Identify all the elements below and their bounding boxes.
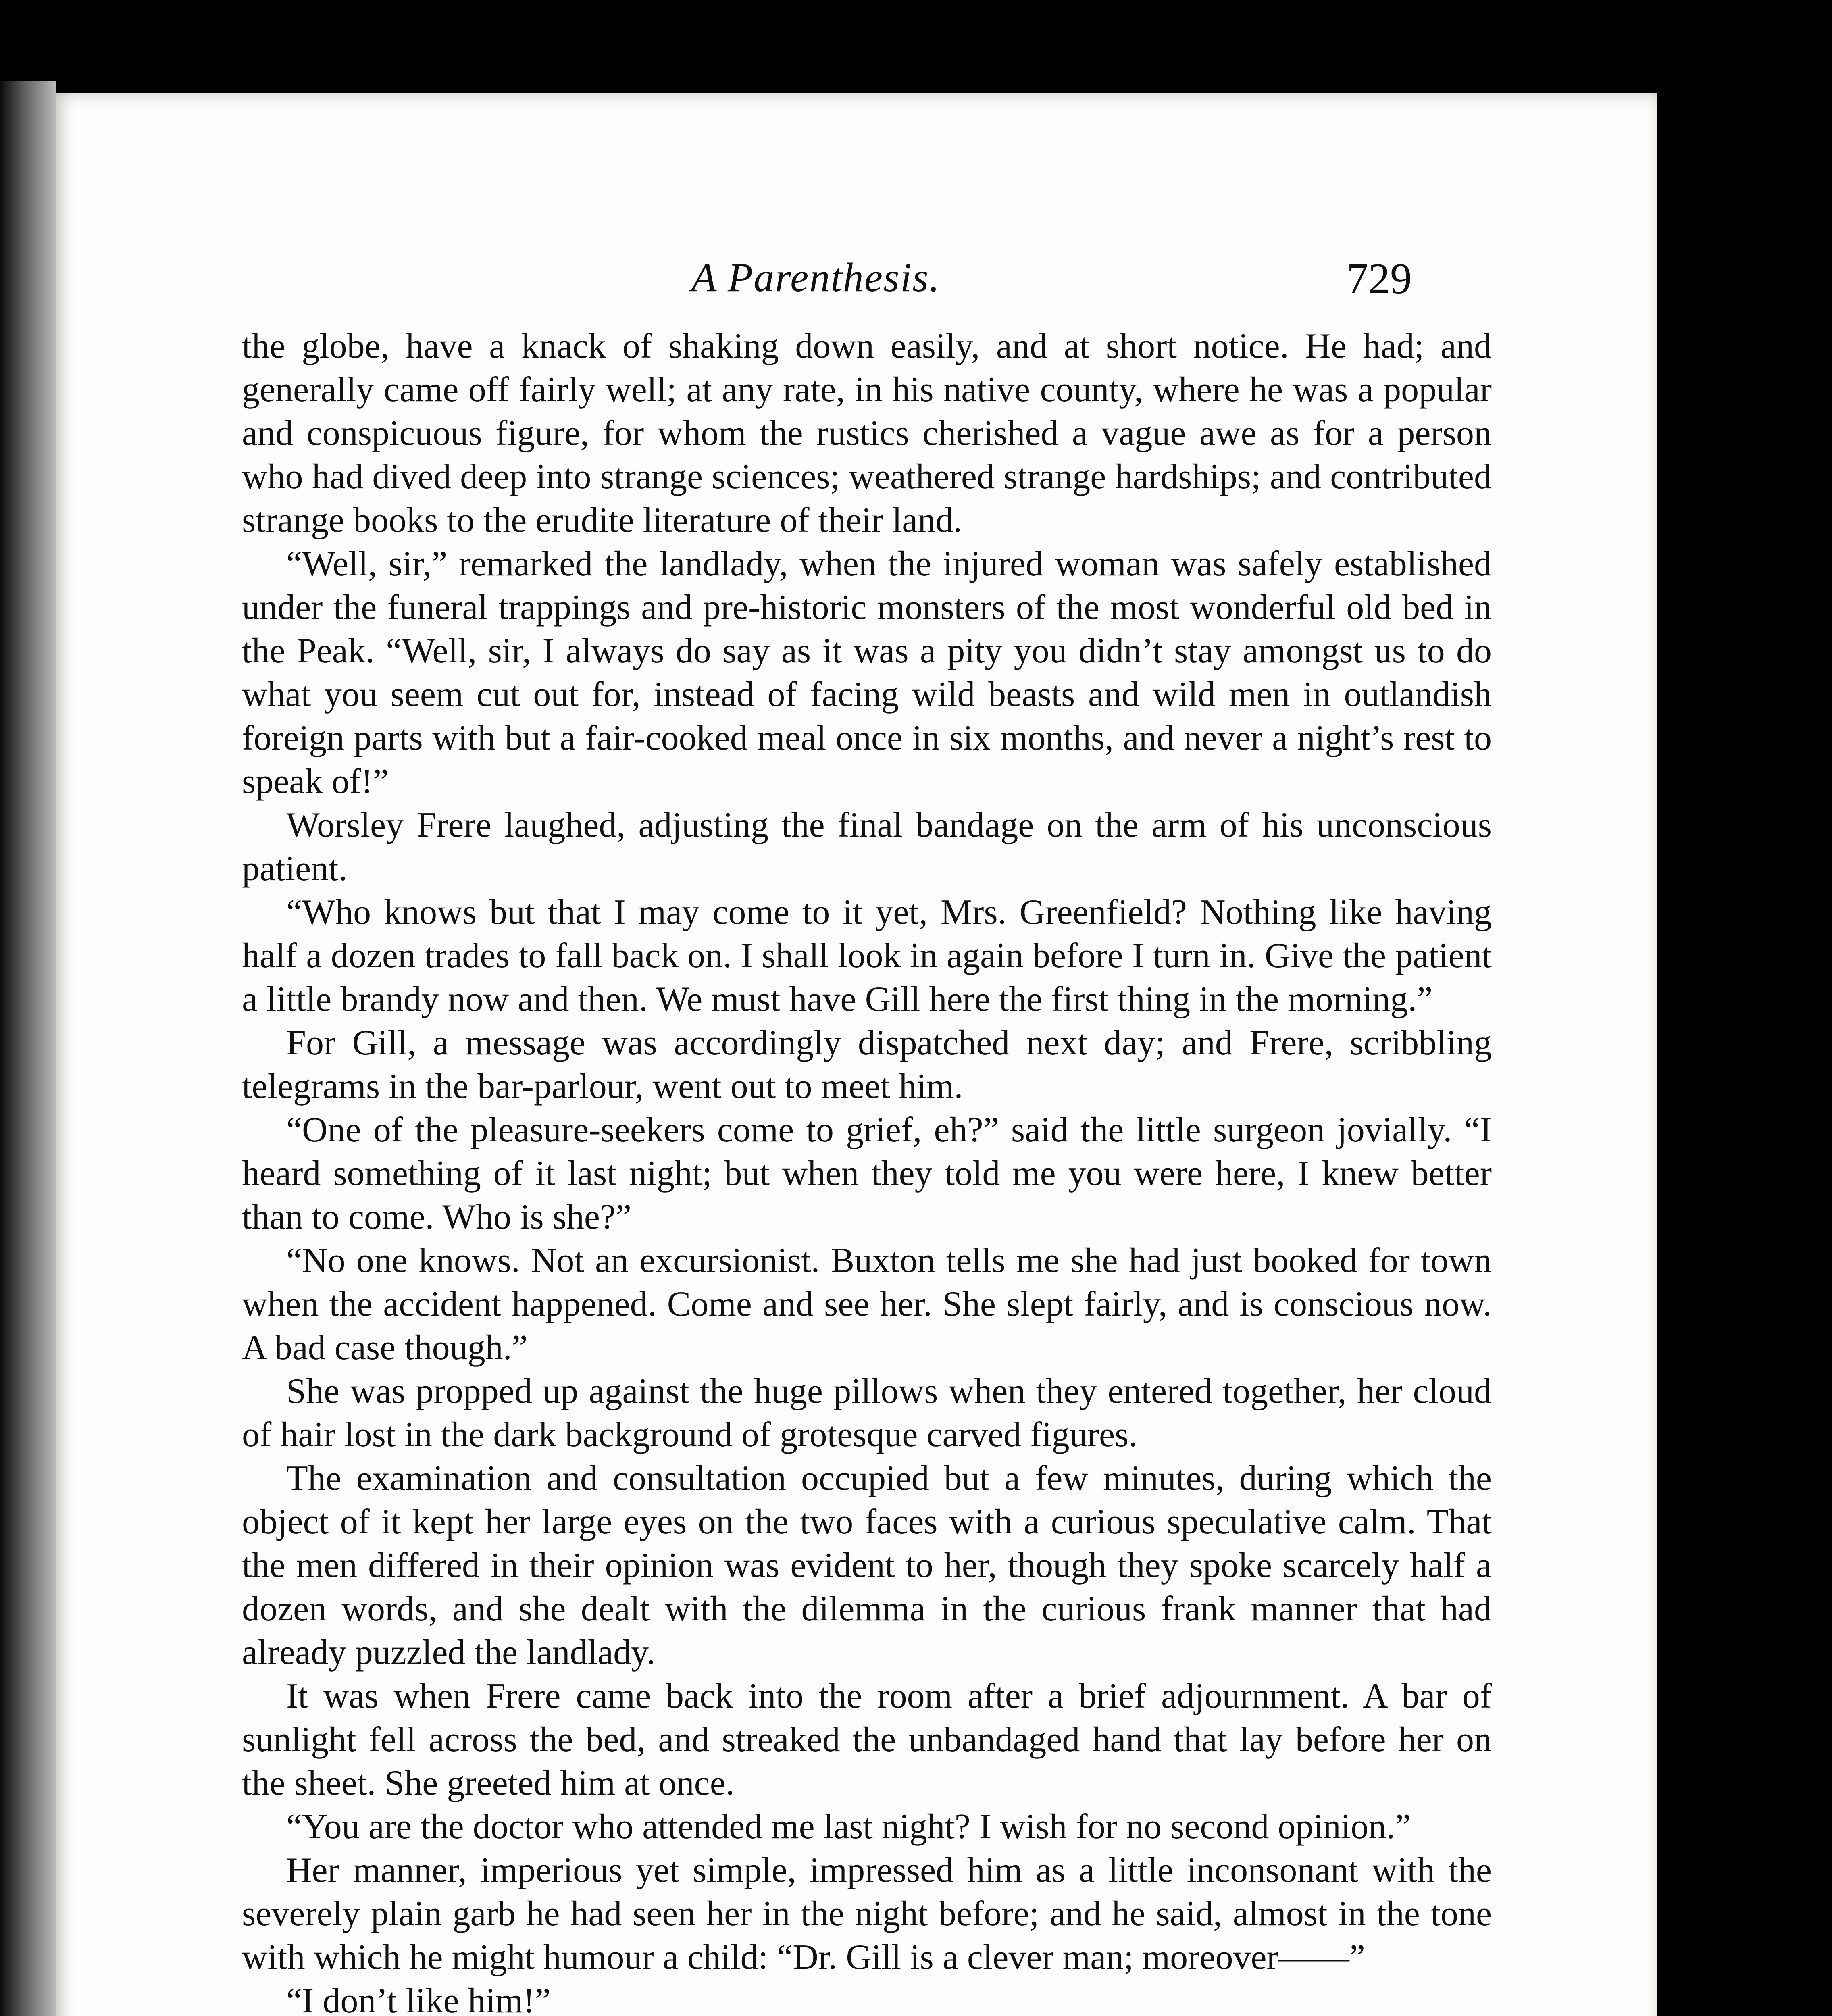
paragraph-6: “One of the pleasure-seekers come to grief, eh?” said the little surgeon jovially. “I heard something of it last night; but when they told me you were here, I knew better than to come. Who is she?” (242, 1110, 1492, 1237)
running-header (56, 254, 1657, 310)
paragraph-10: It was when Frere came back into the room after a brief adjournment. A bar of sunlight fell across the bed, and streaked the unbandaged hand that lay before her on the sheet. She greeted him at once. (242, 1677, 1492, 1803)
paragraph-9: The examination and consultation occupied but a few minutes, during which the object of it kept her large eyes on the two faces with a curious speculative calm. That the men differed in their opinion was evident to her, though they spoke scarcely half a dozen words, and she dealt with the dilemma in the curious frank manner that had already puzzled the landlady. (242, 1459, 1492, 1672)
body-text (242, 325, 1492, 2016)
book-page (56, 93, 1657, 2016)
paragraph-5: For Gill, a message was accordingly dispatched next day; and Frere, scribbling telegrams in the bar-parlour, went out to meet him. (242, 1023, 1492, 1106)
paragraph-4: “Who knows but that I may come to it yet, Mrs. Greenfield? Nothing like having half a dozen trades to fall back on. I shall look in again before I turn in. Give the patient a little brandy now and then. We must have Gill here the first thing in the morning.” (242, 893, 1492, 1019)
book-spine-edge (0, 81, 56, 2016)
paragraph-13: “I don’t like him!” (286, 1981, 551, 2016)
paragraph-1: the globe, have a knack of shaking down easily, and at short notice. He had; and generally came off fairly well; at any rate, in his native county, where he was a popular and conspicuous figure, for whom the rustics cherished a vague awe as for a person who had dived deep into strange sciences; weathered strange hardships; and contributed strange books to the erudite literature of their land. (242, 327, 1492, 540)
page-number: 729 (1347, 255, 1412, 303)
paragraph-8: She was propped up against the huge pillows when they entered together, her cloud of hair lost in the dark background of grotesque carved figures. (242, 1372, 1492, 1454)
paragraph-3: Worsley Frere laughed, adjusting the final bandage on the arm of his unconscious patient. (242, 806, 1492, 888)
paragraph-2: “Well, sir,” remarked the landlady, when the injured woman was safely established under the funeral trappings and pre-historic monsters of the most wonderful old bed in the Peak. “Well, sir, I always do say as it was a pity you didn’t stay amongst us to do what you seem cut out for, instead of facing wild beasts and wild men in outlandish foreign parts with but a fair-cooked meal once in six months, and never a night’s rest to speak of!” (242, 544, 1492, 801)
paragraph-7: “No one knows. Not an excursionist. Buxton tells me she had just booked for town when the accident happened. Come and see her. She slept fairly, and is conscious now. A bad case though.” (242, 1241, 1492, 1367)
running-title: A Parenthesis. (691, 255, 941, 300)
paragraph-12: Her manner, imperious yet simple, impressed him as a little inconsonant with the severely plain garb he had seen her in the night before; and he said, almost in the tone with which he might humour a child: “Dr. Gill is a clever man; moreover——” (242, 1851, 1492, 1977)
paragraph-11: “You are the doctor who attended me last night? I wish for no second opinion.” (286, 1807, 1411, 1846)
